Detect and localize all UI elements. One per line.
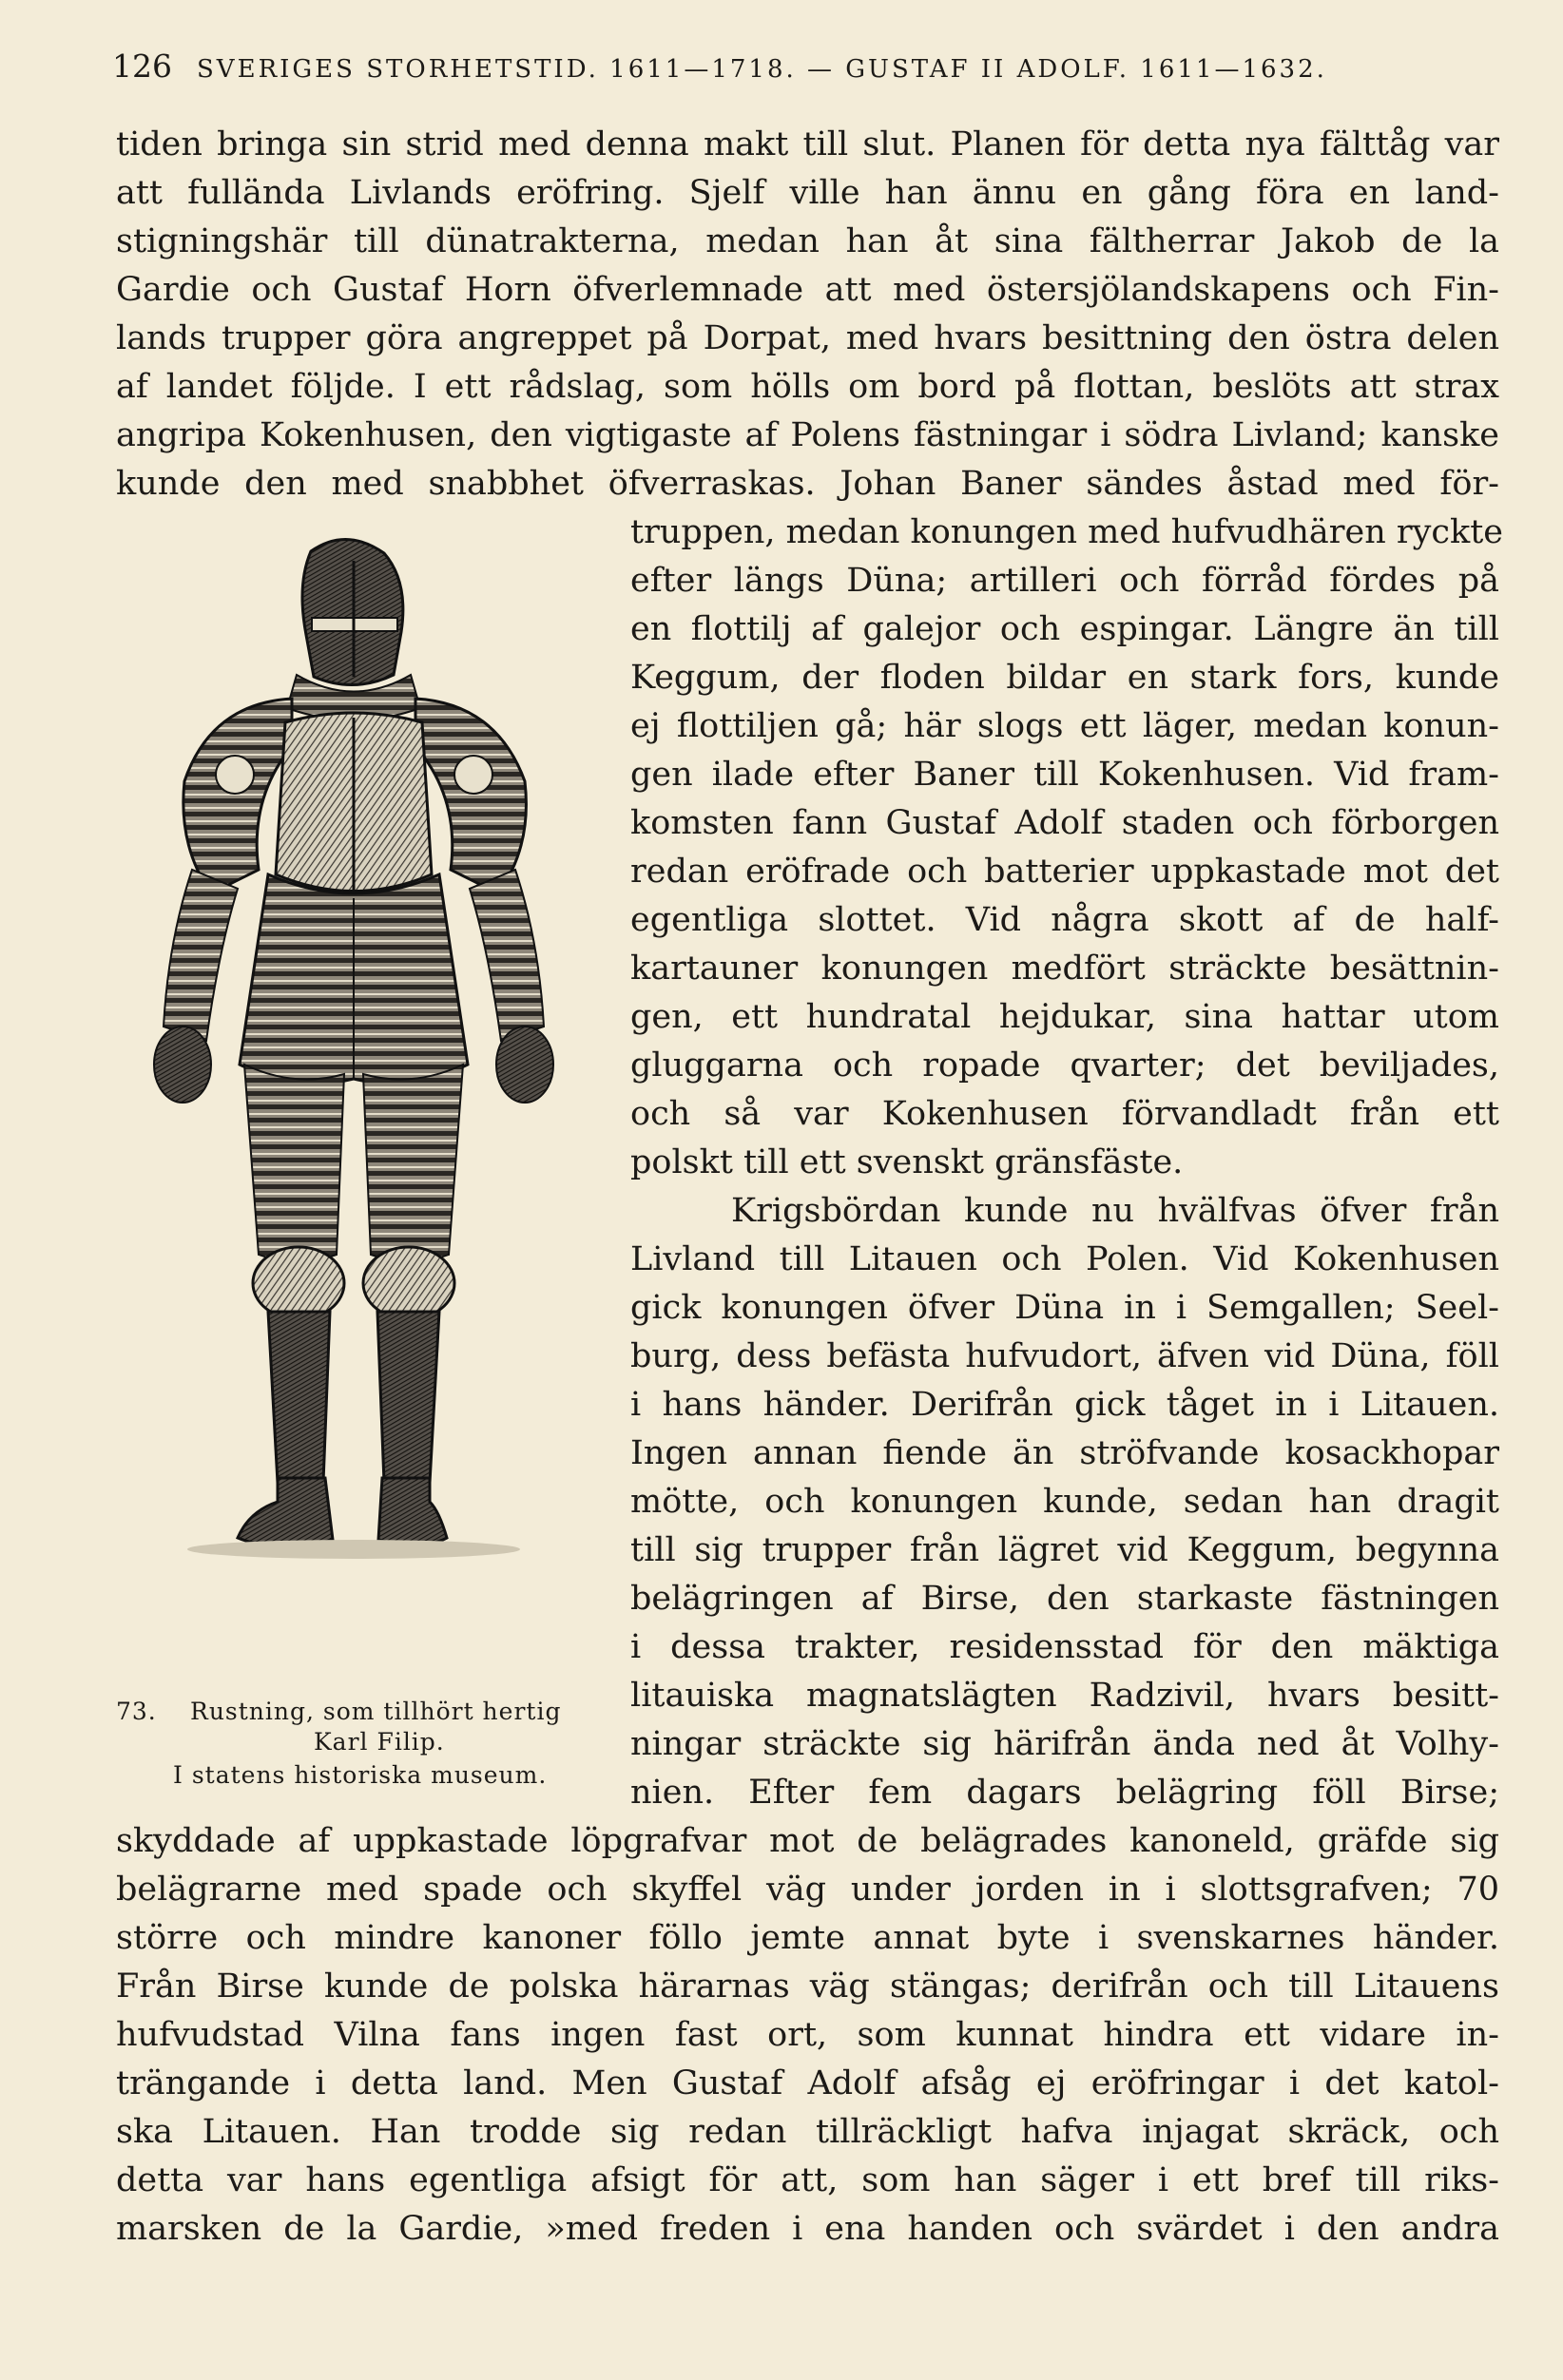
text-line: kunde den med snabbhet öfverraskas. Johan Baner sändes åstad med för-	[116, 465, 1499, 503]
text-line: ej flottiljen gå; här slogs ett läger, medan konun-	[630, 707, 1499, 745]
text-line: belägringen af Birse, den starkaste fästningen	[630, 1580, 1499, 1618]
running-title: SVERIGES STORHETSTID. 1611—1718. — GUSTAF II ADOLF. 1611—1632.	[197, 55, 1327, 84]
figure-number: 73.	[116, 1698, 157, 1725]
text-line: gen, ett hundratal hejdukar, sina hattar utom	[630, 998, 1499, 1036]
text-line: hufvudstad Vilna fans ingen fast ort, som kunnat hindra ett vidare in-	[116, 2016, 1499, 2054]
text-line: truppen, medan konungen med hufvudhären ryckte	[630, 513, 1503, 551]
text-line: detta var hans egentliga afsigt för att, som han säger i ett bref till riks-	[116, 2161, 1499, 2199]
text-line: att fullända Livlands eröfring. Sjelf ville han ännu en gång föra en land-	[116, 174, 1499, 212]
text-line: belägrarne med spade och skyffel väg under jorden in i slottsgrafven; 70	[116, 1871, 1499, 1909]
text-line: Ingen annan fiende än ströfvande kosackhopar	[630, 1434, 1499, 1472]
text-line: Livland till Litauen och Polen. Vid Kokenhusen	[630, 1240, 1499, 1278]
text-line: större och mindre kanoner föllo jemte annat byte i svenskarnes händer.	[116, 1919, 1499, 1957]
text-line: i hans händer. Derifrån gick tåget in i Litauen.	[630, 1386, 1499, 1424]
running-head	[112, 48, 1500, 89]
text-line: ningar sträckte sig härifrån ända ned åt Volhy-	[630, 1725, 1499, 1763]
figure-source: I statens historiska museum.	[173, 1761, 548, 1789]
text-line: mötte, och konungen kunde, sedan han dragit	[630, 1483, 1499, 1521]
figure-caption: Rustning, som tillhört hertig	[190, 1698, 562, 1725]
text-line: i dessa trakter, residensstad för den mäktiga	[630, 1628, 1499, 1666]
text-line: Från Birse kunde de polska härarnas väg stängas; derifrån och till Litauens	[116, 1967, 1499, 2006]
text-line: en flottilj af galejor och espingar. Längre än till	[630, 610, 1499, 648]
text-line: komsten fann Gustaf Adolf staden och förborgen	[630, 804, 1499, 842]
text-line: egentliga slottet. Vid några skott af de half-	[630, 901, 1499, 939]
text-line: Keggum, der floden bildar en stark fors, kunde	[630, 659, 1499, 697]
text-line: efter längs Düna; artilleri och förråd fördes på	[630, 562, 1499, 600]
text-line: trängande i detta land. Men Gustaf Adolf afsåg ej eröfringar i det katol-	[116, 2064, 1499, 2102]
figure-caption: Karl Filip.	[314, 1728, 445, 1756]
text-line: kartauner konungen medfört sträckte besättnin-	[630, 950, 1499, 988]
text-line: burg, dess befästa hufvudort, äfven vid Düna, föll	[630, 1337, 1499, 1375]
text-line: och så var Kokenhusen förvandladt från ett	[630, 1095, 1499, 1133]
text-line: tiden bringa sin strid med denna makt till slut. Planen för detta nya fälttåg var	[116, 125, 1499, 163]
text-line: gluggarna och ropade qvarter; det beviljades,	[630, 1046, 1499, 1084]
armour-illustration	[125, 532, 610, 1692]
text-line: lands trupper göra angreppet på Dorpat, med hvars besittning den östra delen	[116, 319, 1499, 357]
text-line: redan eröfrade och batterier uppkastade mot det	[630, 853, 1499, 891]
text-line: angripa Kokenhusen, den vigtigaste af Polens fästningar i södra Livland; kanske	[116, 416, 1499, 454]
text-line: litauiska magnatslägten Radzivil, hvars besitt-	[630, 1677, 1499, 1715]
text-line: skyddade af uppkastade löpgrafvar mot de belägrades kanoneld, gräfde sig	[116, 1822, 1499, 1860]
text-line: polskt till ett svenskt gränsfäste.	[630, 1143, 1184, 1181]
page-number: 126	[112, 48, 172, 85]
text-line: nien. Efter fem dagars belägring föll Birse;	[630, 1774, 1499, 1812]
text-line: till sig trupper från lägret vid Keggum, begynna	[630, 1531, 1499, 1569]
text-line: Krigsbördan kunde nu hvälfvas öfver från	[731, 1192, 1499, 1230]
text-line: marsken de la Gardie, »med freden i ena handen och svärdet i den andra	[116, 2210, 1499, 2248]
text-line: Gardie och Gustaf Horn öfverlemnade att med östersjölandskapens och Fin-	[116, 271, 1499, 309]
text-line: af landet följde. I ett rådslag, som hölls om bord på flottan, beslöts att strax	[116, 368, 1499, 406]
text-line: gen ilade efter Baner till Kokenhusen. Vid fram-	[630, 756, 1499, 794]
text-line: gick konungen öfver Düna in i Semgallen; Seel-	[630, 1289, 1499, 1327]
text-line: ska Litauen. Han trodde sig redan tillräckligt hafva injagat skräck, och	[116, 2113, 1499, 2151]
armour-engraving-icon	[125, 532, 610, 1692]
text-line: stigningshär till dünatrakterna, medan han åt sina fältherrar Jakob de la	[116, 222, 1499, 260]
